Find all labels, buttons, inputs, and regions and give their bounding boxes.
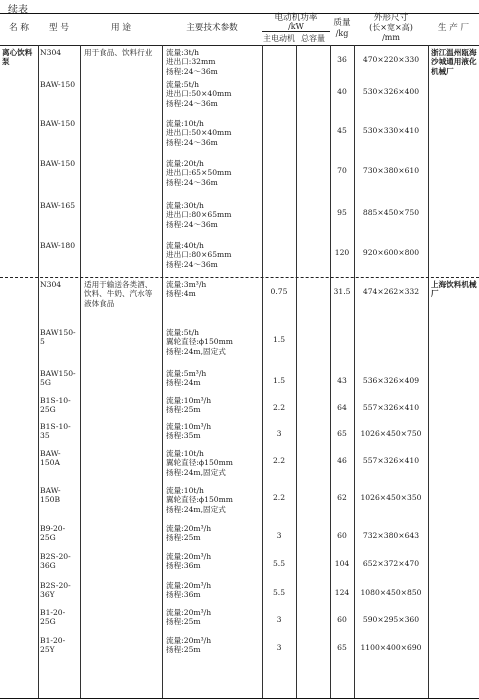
header-name: 名 称 [9, 23, 29, 33]
params-cell [166, 422, 260, 441]
param-line: 流量:10m³/h [166, 422, 212, 431]
mass-cell: 46 [337, 456, 347, 465]
params-cell [166, 159, 260, 187]
dims-cell: 1026×450×750 [360, 429, 422, 438]
dims-cell: 474×262×332 [362, 287, 420, 296]
dims-cell: 732×380×643 [362, 531, 420, 540]
power-main-cell: 1.5 [272, 376, 286, 385]
power-main-cell: 5.5 [272, 588, 286, 597]
params-cell [166, 449, 260, 477]
param-line: 扬程:25m [166, 617, 201, 627]
dims-cell: 557×326×410 [362, 456, 420, 465]
group-divider [0, 277, 479, 278]
mass-cell: 45 [337, 126, 347, 135]
param-line: 扬程:24m,固定式 [166, 346, 226, 356]
group-name: 离心饮料泵 [2, 48, 33, 67]
params-cell [166, 241, 260, 269]
param-line: 流量:10t/h [166, 486, 204, 495]
param-line: 扬程:36m [166, 590, 201, 600]
mass-cell: 70 [337, 166, 347, 175]
dims-cell: 530×326×400 [362, 87, 420, 96]
params-cell [166, 369, 260, 388]
params-cell [166, 80, 260, 108]
param-line: 进出口:80×65mm [166, 210, 232, 220]
dims-cell: 730×380×610 [362, 166, 420, 175]
model-cell: BAW150-5G [40, 369, 76, 388]
param-line: 扬程:25m [166, 645, 201, 655]
column-divider [354, 45, 355, 698]
param-line: 流量:20t/h [166, 159, 204, 168]
pump-spec-table [0, 13, 479, 698]
header-power-main: 主电动机 [263, 34, 295, 43]
power-main-cell: 2.2 [272, 493, 286, 502]
model-cell: N304 [40, 280, 62, 289]
dims-cell: 536×326×409 [362, 376, 420, 385]
power-main-cell: 2.2 [272, 456, 286, 465]
dims-cell: 590×295×360 [362, 615, 420, 624]
param-line: 流量:20m³/h [166, 581, 212, 590]
param-line: 流量:3m³/h [166, 280, 207, 289]
param-line: 扬程:24m,固定式 [166, 467, 226, 477]
header-bottom-rule [0, 45, 479, 46]
model-cell: B1-20-25G [40, 608, 66, 627]
dims-cell: 557×326×410 [362, 403, 420, 412]
mass-cell: 31.5 [333, 287, 351, 296]
param-line: 扬程:24～36m [166, 66, 218, 76]
param-line: 流量:40t/h [166, 241, 204, 250]
params-cell [166, 48, 260, 76]
model-cell: BAW-150 [40, 159, 76, 168]
params-cell [166, 201, 260, 229]
column-divider [330, 45, 331, 698]
header-usage: 用 途 [111, 23, 131, 33]
model-cell: N304 [40, 48, 62, 57]
param-line: 翼轮直径:ϕ150mm [166, 458, 234, 468]
header-power: 电动机功率 [274, 13, 318, 23]
mass-cell: 120 [334, 248, 350, 257]
model-cell: BAW-150 [40, 80, 76, 89]
model-cell: B2S-20-36Y [40, 581, 71, 600]
power-main-cell: 3 [276, 429, 282, 438]
param-line: 翼轮直径:ϕ150mm [166, 337, 234, 347]
param-line: 扬程:24～36m [166, 137, 218, 147]
model-cell: B1S-10-25G [40, 396, 71, 415]
param-line: 进出口:32mm [166, 57, 216, 67]
param-line: 流量:5t/h [166, 328, 200, 337]
param-line: 流量:10t/h [166, 449, 204, 458]
param-line: 流量:30t/h [166, 201, 204, 210]
column-divider [162, 45, 163, 698]
param-line: 扬程:24～36m [166, 98, 218, 108]
params-cell [166, 396, 260, 415]
param-line: 流量:3t/h [166, 48, 200, 57]
mass-cell: 124 [334, 588, 350, 597]
params-cell [166, 608, 260, 627]
param-line: 扬程:35m [166, 431, 201, 441]
mass-cell: 104 [334, 559, 350, 568]
model-cell: B1S-10-35 [40, 422, 71, 441]
continued-table-heading: 续表 [8, 5, 28, 16]
params-cell [166, 119, 260, 147]
header-mass-unit: /kg [335, 29, 349, 38]
mass-cell: 64 [337, 403, 347, 412]
mass-cell: 95 [337, 208, 347, 217]
param-line: 扬程:25m [166, 533, 201, 543]
model-cell: B9-20-25G [40, 524, 66, 543]
power-main-cell: 0.75 [270, 287, 288, 296]
column-divider [296, 45, 297, 698]
column-divider [262, 45, 263, 698]
params-cell [166, 328, 260, 356]
power-main-cell: 1.5 [272, 335, 286, 344]
header-params: 主要技术参数 [186, 23, 238, 33]
group-maker: 浙江温州瓯海沙城通用液化机械厂 [431, 48, 477, 76]
param-line: 流量:20m³/h [166, 552, 212, 561]
model-cell: BAW-180 [40, 241, 76, 250]
params-cell [166, 524, 260, 543]
group-maker: 上海饮料机械厂 [431, 280, 477, 299]
mass-cell: 40 [337, 87, 347, 96]
param-line: 流量:10t/h [166, 119, 204, 128]
param-line: 翼轮直径:ϕ150mm [166, 495, 234, 505]
params-cell [166, 486, 260, 514]
params-cell [166, 280, 260, 299]
header-model: 型 号 [49, 23, 69, 33]
model-cell: BAW-150 [40, 119, 76, 128]
param-line: 扬程:24～36m [166, 177, 218, 187]
param-line: 扬程:24m,固定式 [166, 504, 226, 514]
header-dims: 外形尺寸 [373, 13, 409, 23]
dims-cell: 1100×400×690 [360, 643, 422, 652]
dims-cell: 920×600×800 [362, 248, 420, 257]
param-line: 流量:5t/h [166, 80, 200, 89]
mass-cell: 43 [337, 376, 347, 385]
header-power-unit: /kW [288, 22, 304, 31]
power-main-cell: 3 [276, 531, 282, 540]
header-maker: 生 产 厂 [437, 23, 470, 33]
dims-cell: 885×450×750 [362, 208, 420, 217]
column-divider [80, 45, 81, 698]
column-divider [428, 45, 429, 698]
param-line: 扬程:24～36m [166, 219, 218, 229]
param-line: 进出口:65×50mm [166, 168, 232, 178]
param-line: 进出口:50×40mm [166, 128, 232, 138]
header-power-total: 总容量 [301, 34, 325, 43]
params-cell [166, 636, 260, 655]
model-cell: BAW-165 [40, 201, 76, 210]
param-line: 扬程:4m [166, 289, 196, 299]
param-line: 扬程:24m [166, 378, 201, 388]
power-main-cell: 3 [276, 615, 282, 624]
params-cell [166, 552, 260, 571]
param-line: 流量:20m³/h [166, 636, 212, 645]
dims-cell: 470×220×330 [362, 55, 420, 64]
power-main-cell: 3 [276, 643, 282, 652]
mass-cell: 65 [337, 429, 347, 438]
param-line: 扬程:24～36m [166, 259, 218, 269]
model-cell: B2S-20-36G [40, 552, 71, 571]
param-line: 流量:20m³/h [166, 608, 212, 617]
param-line: 进出口:80×65mm [166, 250, 232, 260]
header-dims-sub: (长×宽×高) [369, 23, 413, 32]
dims-cell: 652×372×470 [362, 559, 420, 568]
power-main-cell: 2.2 [272, 403, 286, 412]
table-bottom-rule [0, 698, 479, 699]
dims-cell: 530×330×410 [362, 126, 420, 135]
param-line: 扬程:25m [166, 405, 201, 415]
param-line: 流量:20m³/h [166, 524, 212, 533]
model-cell: BAW-150A [40, 449, 61, 468]
param-line: 流量:5m³/h [166, 369, 207, 378]
param-line: 流量:10m³/h [166, 396, 212, 405]
column-divider [38, 45, 39, 698]
dims-cell: 1080×450×850 [360, 588, 422, 597]
power-main-cell: 5.5 [272, 559, 286, 568]
params-cell [166, 581, 260, 600]
header-dims-unit: /mm [382, 33, 400, 42]
param-line: 进出口:50×40mm [166, 89, 232, 99]
model-cell: B1-20-25Y [40, 636, 66, 655]
group-usage: 适用于输送各类酒、饮料、牛奶、汽水等液体食品 [84, 280, 153, 308]
mass-cell: 65 [337, 643, 347, 652]
group-usage: 用于食品、饮料行业 [84, 48, 153, 57]
dims-cell: 1026×450×350 [360, 493, 422, 502]
mass-cell: 36 [337, 55, 347, 64]
model-cell: BAW150-5 [40, 328, 76, 347]
model-cell: BAW-150B [40, 486, 61, 505]
mass-cell: 62 [337, 493, 347, 502]
param-line: 扬程:36m [166, 561, 201, 571]
mass-cell: 60 [337, 615, 347, 624]
mass-cell: 60 [337, 531, 347, 540]
header-mass: 质量 [333, 18, 351, 28]
